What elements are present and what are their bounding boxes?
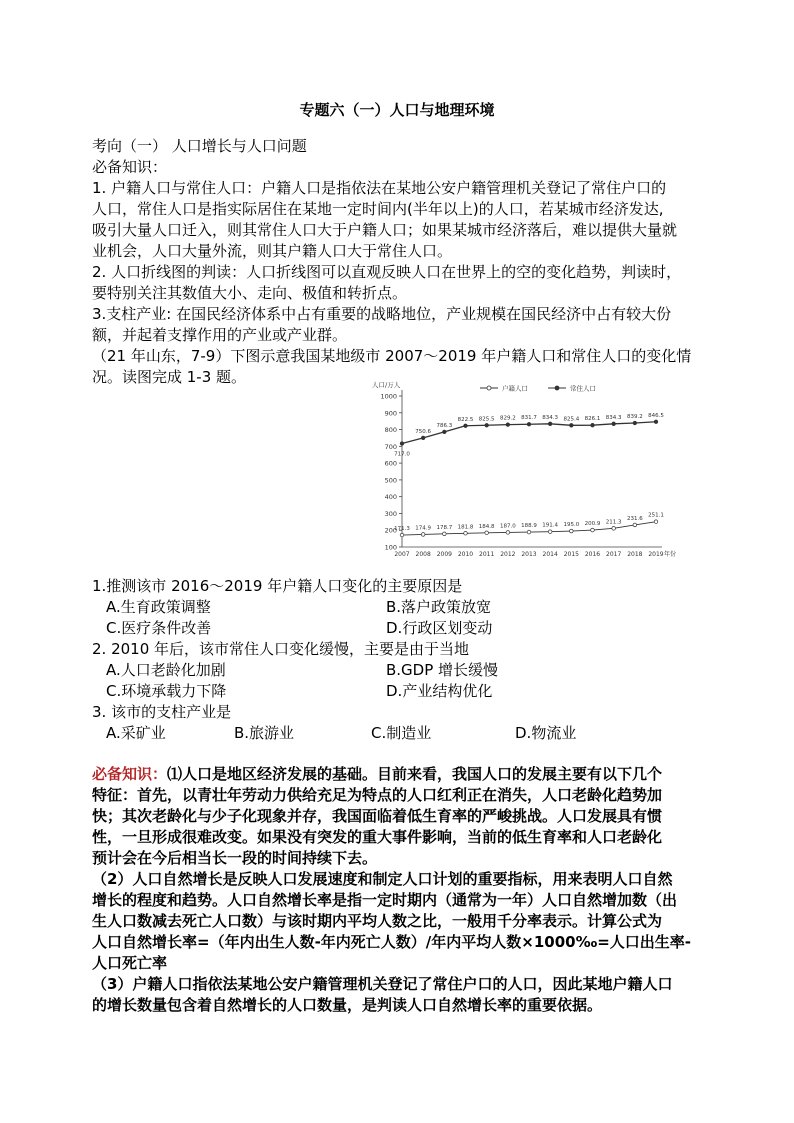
- knowledge-2-line: [92, 764, 722, 785]
- x-tick-label: 2018: [627, 551, 643, 558]
- data-point: [654, 520, 658, 524]
- x-tick-label: 2012: [500, 551, 516, 558]
- data-label: 171.3: [394, 526, 410, 533]
- data-label: 822.5: [457, 416, 474, 423]
- data-label: 825.4: [563, 416, 580, 423]
- legend-label: 常住人口: [570, 384, 596, 393]
- data-label: 181.8: [457, 524, 474, 531]
- data-point: [464, 424, 468, 428]
- knowledge-2-line: 预计会在今后相当长一段的时间持续下去。: [92, 849, 378, 867]
- data-label: 834.3: [605, 414, 622, 421]
- knowledge-2-line: 特征：首先，以青壮年劳动力供给充足为特点的人口红利正在消失，人口老龄化趋势加: [92, 786, 663, 804]
- question-3-stem: 3. 该市的支柱产业是: [92, 703, 232, 721]
- knowledge-2-line: （2）人口自然增长是反映人口发展速度和制定人口计划的重要指标，用来表明人口自然: [92, 870, 673, 888]
- knowledge-2-line: 人口死亡率: [92, 954, 168, 972]
- data-point: [591, 423, 595, 427]
- knowledge-2-line: （3）户籍人口指依法某地公安户籍管理机关登记了常住户口的人口，因此某地户籍人口: [92, 975, 673, 993]
- knowledge-2-text: ⑴人口是地区经济发展的基础。目前来看，我国人口的发展主要有以下几个: [167, 765, 663, 783]
- x-tick-label: 2007: [394, 551, 410, 558]
- data-label: 750.6: [415, 428, 432, 435]
- data-label: 825.5: [478, 416, 495, 423]
- question-2-option-c[interactable]: C.环境承载力下降: [106, 682, 227, 700]
- question-2-option-b[interactable]: B.GDP 增长缓慢: [386, 661, 499, 679]
- x-tick-label: 2013: [521, 551, 537, 558]
- section-heading: 考向（一） 人口增长与人口问题: [92, 137, 307, 155]
- data-point: [612, 527, 616, 531]
- data-label: 846.5: [648, 412, 664, 419]
- data-point: [421, 533, 425, 537]
- data-label: 826.1: [584, 416, 601, 423]
- y-tick-label: 700: [384, 442, 397, 451]
- data-label: 829.2: [499, 415, 516, 422]
- data-point: [527, 530, 531, 534]
- x-tick-label: 2016: [584, 551, 601, 558]
- data-point: [548, 422, 552, 426]
- data-label: 200.9: [584, 521, 601, 528]
- data-point: [400, 533, 404, 537]
- y-tick-label: 800: [384, 426, 397, 435]
- knowledge-2-line: 性，一旦形成很难改变。如果没有突发的重大事件影响，当前的低生育率和人口老龄化: [92, 828, 663, 846]
- population-line-chart: [362, 374, 677, 564]
- data-label: 839.2: [626, 413, 643, 420]
- data-point: [421, 436, 425, 440]
- knowledge-2-label: 必备知识：: [92, 765, 168, 783]
- data-point: [654, 420, 658, 424]
- x-tick-label: 2009: [436, 551, 452, 558]
- question-2-option-d[interactable]: D.产业结构优化: [386, 682, 493, 700]
- question-1-option-b[interactable]: B.落户政策放宽: [386, 598, 492, 616]
- question-1-option-d[interactable]: D.行政区划变动: [386, 619, 493, 637]
- x-tick-label: 2011: [479, 551, 495, 558]
- data-label: 211.3: [605, 519, 622, 526]
- knowledge-2-line: 快；其次老龄化与少子化现象并存，我国面临着低生育率的严峻挑战。人口发展具有惯: [92, 807, 663, 825]
- data-label: 231.6: [626, 515, 643, 522]
- question-1-option-a[interactable]: A.生育政策调整: [106, 598, 211, 616]
- data-label: 178.7: [436, 524, 453, 531]
- data-label: 195.0: [563, 522, 580, 529]
- data-point: [612, 422, 616, 426]
- y-tick-label: 400: [384, 493, 397, 502]
- data-label: 717.0: [394, 451, 410, 458]
- data-label: 251.1: [648, 512, 664, 519]
- question-3-option-a[interactable]: A.采矿业: [106, 724, 166, 742]
- y-tick-label: 600: [384, 459, 397, 468]
- data-label: 834.3: [542, 414, 559, 421]
- legend-marker: [487, 386, 491, 390]
- data-point: [570, 529, 574, 533]
- paragraph-2-line: 要特别关注其数值大小、走向、极值和转折点。: [92, 284, 408, 302]
- x-tick-label: 2019: [648, 551, 664, 558]
- knowledge-2-line: 生人口数减去死亡人口数）与该时期内平均人数之比，一般用千分率表示。计算公式为: [92, 912, 663, 930]
- question-2-option-a[interactable]: A.人口老龄化加剧: [106, 661, 226, 679]
- data-point: [633, 421, 637, 425]
- data-label: 191.4: [542, 522, 559, 529]
- paragraph-3-line: 额，并起着支撑作用的产业或产业群。: [92, 326, 348, 344]
- data-point: [570, 423, 574, 427]
- paragraph-1-line: 吸引大量人口迁入，则其常住人口大于户籍人口；如果某城市经济落后，难以提供大量就: [92, 221, 678, 239]
- data-point: [400, 442, 404, 446]
- data-point: [443, 532, 447, 536]
- question-3-option-d[interactable]: D.物流业: [515, 724, 577, 742]
- data-point: [506, 423, 510, 427]
- data-point: [591, 528, 595, 532]
- x-axis-label: 年份: [664, 551, 677, 558]
- y-tick-label: 1000: [380, 392, 397, 401]
- y-tick-label: 900: [384, 409, 397, 418]
- question-3-option-c[interactable]: C.制造业: [371, 724, 432, 742]
- data-point: [485, 531, 489, 535]
- question-intro-line: 况。读图完成 1-3 题。: [92, 368, 247, 386]
- data-label: 184.8: [478, 523, 495, 530]
- x-tick-label: 2014: [542, 551, 558, 558]
- question-intro-line: （21 年山东，7-9）下图示意我国某地级市 2007～2019 年户籍人口和常住人口的变化情: [92, 347, 692, 365]
- data-label: 174.9: [415, 525, 432, 532]
- x-tick-label: 2008: [415, 551, 431, 558]
- page-title: 专题六（一）人口与地理环境: [299, 101, 495, 119]
- data-point: [506, 531, 510, 535]
- paragraph-1-line: 业机会，人口大量外流，则其户籍人口大于常住人口。: [92, 242, 453, 260]
- question-3-option-b[interactable]: B.旅游业: [234, 724, 295, 742]
- paragraph-1-line: 人口，常住人口是指实际居住在某地一定时间内(半年以上)的人口，若某城市经济发达,: [92, 200, 664, 218]
- x-tick-label: 2010: [457, 551, 474, 558]
- data-point: [464, 531, 468, 535]
- legend-marker: [555, 386, 559, 390]
- data-label: 187.0: [499, 523, 516, 530]
- knowledge-2-line: 人口自然增长率=（年内出生人数-年内死亡人数）/年内平均人数×1000‰=人口出生率-: [92, 933, 691, 951]
- question-1-stem: 1.推测该市 2016～2019 年户籍人口变化的主要原因是: [92, 577, 463, 595]
- data-point: [443, 430, 447, 434]
- x-tick-label: 2017: [606, 551, 622, 558]
- y-tick-label: 500: [384, 476, 397, 485]
- data-point: [633, 523, 637, 527]
- data-label: 786.3: [436, 422, 453, 429]
- data-point: [485, 423, 489, 427]
- data-point: [548, 530, 552, 534]
- knowledge-2-line: 的增长数量包含着自然增长的人口数量，是判读人口自然增长率的重要依据。: [92, 996, 603, 1014]
- question-1-option-c[interactable]: C.医疗条件改善: [106, 619, 212, 637]
- legend-label: 户籍人口: [502, 384, 528, 393]
- paragraph-3-line: 3.支柱产业: 在国民经济体系中占有重要的战略地位，产业规模在国民经济中占有较大份: [92, 305, 672, 323]
- data-label: 831.7: [521, 415, 537, 422]
- knowledge-heading: 必备知识：: [92, 158, 168, 176]
- paragraph-2-line: 2. 人口折线图的判读：人口折线图可以直观反映人口在世界上的空的变化趋势，判读时，: [92, 263, 682, 281]
- question-2-stem: 2. 2010 年后，该市常住人口变化缓慢，主要是由于当地: [92, 640, 470, 658]
- paragraph-1-line: 1. 户籍人口与常住人口：户籍人口是指依法在某地公安户籍管理机关登记了常住户口的: [92, 179, 667, 197]
- y-tick-label: 200: [384, 526, 397, 535]
- y-tick-label: 300: [384, 509, 397, 518]
- y-axis-label: 人口/万人: [372, 381, 401, 389]
- data-point: [527, 422, 531, 426]
- data-label: 188.9: [521, 523, 537, 530]
- y-tick-label: 100: [384, 543, 397, 552]
- knowledge-2-line: 增长的程度和趋势。人口自然增长率是指一定时期内（通常为一年）人口自然增加数（出: [92, 891, 678, 909]
- x-tick-label: 2015: [563, 551, 579, 558]
